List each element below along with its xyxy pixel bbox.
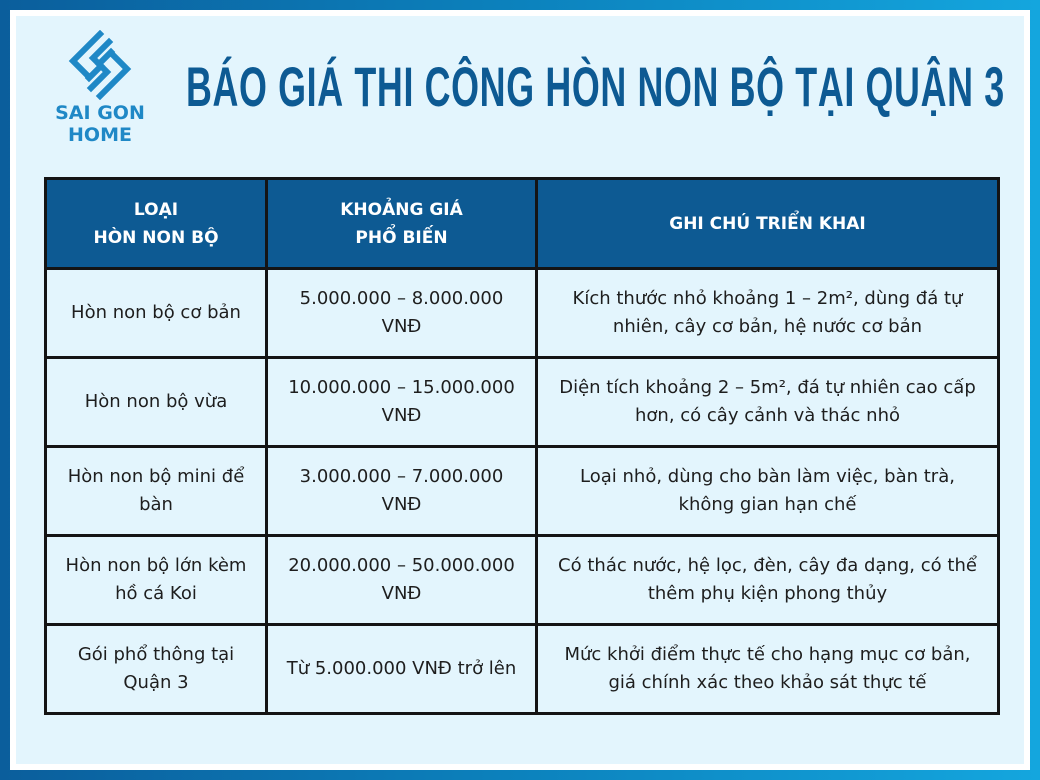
brand-name (50, 102, 150, 146)
cell-price: 20.000.000 – 50.000.000 VNĐ (267, 536, 537, 625)
cell-note: Loại nhỏ, dùng cho bàn làm việc, bàn trà, không gian hạn chế (537, 447, 999, 536)
table-row (46, 625, 999, 714)
cell-note: Có thác nước, hệ lọc, đèn, cây đa dạng, có thể thêm phụ kiện phong thủy (537, 536, 999, 625)
price-table (44, 177, 1000, 715)
cell-price: 10.000.000 – 15.000.000 VNĐ (267, 358, 537, 447)
saigon-home-logo-icon (65, 30, 135, 100)
cell-type: Hòn non bộ vừa (46, 358, 267, 447)
brand-name-line1: SAI GON (55, 102, 145, 124)
cell-price: 5.000.000 – 8.000.000 VNĐ (267, 269, 537, 358)
cell-note: Diện tích khoảng 2 – 5m², đá tự nhiên cao cấp hơn, có cây cảnh và thác nhỏ (537, 358, 999, 447)
table-row (46, 447, 999, 536)
cell-type: Hòn non bộ cơ bản (46, 269, 267, 358)
cell-price: 3.000.000 – 7.000.000 VNĐ (267, 447, 537, 536)
cell-note: Mức khởi điểm thực tế cho hạng mục cơ bản, giá chính xác theo khảo sát thực tế (537, 625, 999, 714)
cell-note: Kích thước nhỏ khoảng 1 – 2m², dùng đá tự nhiên, cây cơ bản, hệ nước cơ bản (537, 269, 999, 358)
cell-type: Hòn non bộ mini để bàn (46, 447, 267, 536)
page-title: BÁO GIÁ THI CÔNG HÒN NON BỘ TẠI QUẬN 3 (186, 55, 1005, 118)
cell-type: Hòn non bộ lớn kèm hồ cá Koi (46, 536, 267, 625)
table-header-row (46, 179, 999, 269)
cell-price: Từ 5.000.000 VNĐ trở lên (267, 625, 537, 714)
header-type: LOẠI HÒN NON BỘ (46, 179, 267, 269)
table-row (46, 536, 999, 625)
brand-logo (50, 30, 150, 150)
table-row (46, 358, 999, 447)
header-note: GHI CHÚ TRIỂN KHAI (537, 179, 999, 269)
table-row (46, 269, 999, 358)
cell-type: Gói phổ thông tại Quận 3 (46, 625, 267, 714)
brand-name-line2: HOME (68, 124, 132, 146)
header-price: KHOẢNG GIÁ PHỔ BIẾN (267, 179, 537, 269)
